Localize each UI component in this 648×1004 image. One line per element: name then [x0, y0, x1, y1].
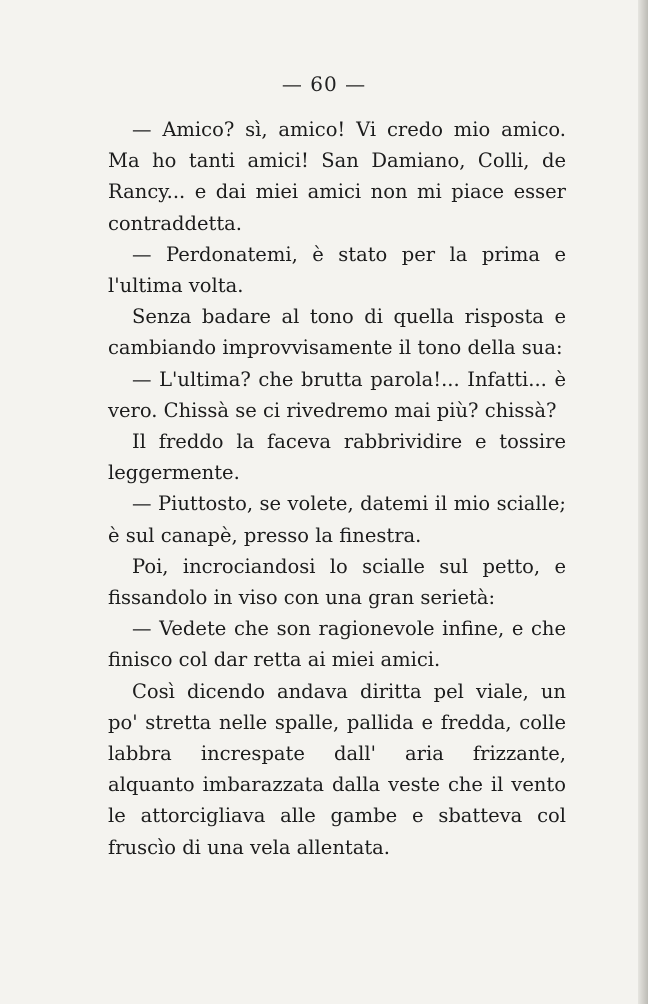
paragraph: — Vedete che son ragionevole infine, e che finisco col dar retta ai miei amici.: [108, 617, 566, 672]
paragraph: — Piuttosto, se volete, datemi il mio scialle; è sul canapè, presso la finestra.: [108, 492, 566, 547]
paragraph: Il freddo la faceva rabbrividire e tossire leggermente.: [108, 430, 566, 485]
paragraph: — Perdonatemi, è stato per la prima e l'ultima volta.: [108, 242, 566, 298]
paragraph: — L'ultima? che brutta parola!... Infatti... è vero. Chissà se ci rivedremo mai più? chissà?: [108, 367, 566, 422]
paragraph: Poi, incrociandosi lo scialle sul petto, e fissandolo in viso con una gran serietà:: [108, 554, 566, 610]
page-edge-shadow: [638, 0, 648, 1004]
body-text: [108, 114, 566, 863]
page-number: — 60 —: [281, 72, 367, 96]
paragraph: Così dicendo andava diritta pel viale, un po' stretta nelle spalle, pallida e fredda, colle labbra increspate dall' aria frizzante, alquanto imbarazzata dalla veste che il vento le attorcigliava alle gambe e sbatteva col fruscìo di una vela allentata.: [108, 679, 566, 859]
paragraph: — Amico? sì, amico! Vi credo mio amico. Ma ho tanti amici! San Damiano, Colli, de Rancy... e dai miei amici non mi piace esser contraddetta.: [108, 118, 566, 235]
paragraph: Senza badare al tono di quella risposta e cambiando improvvisamente il tono della sua:: [108, 305, 566, 360]
